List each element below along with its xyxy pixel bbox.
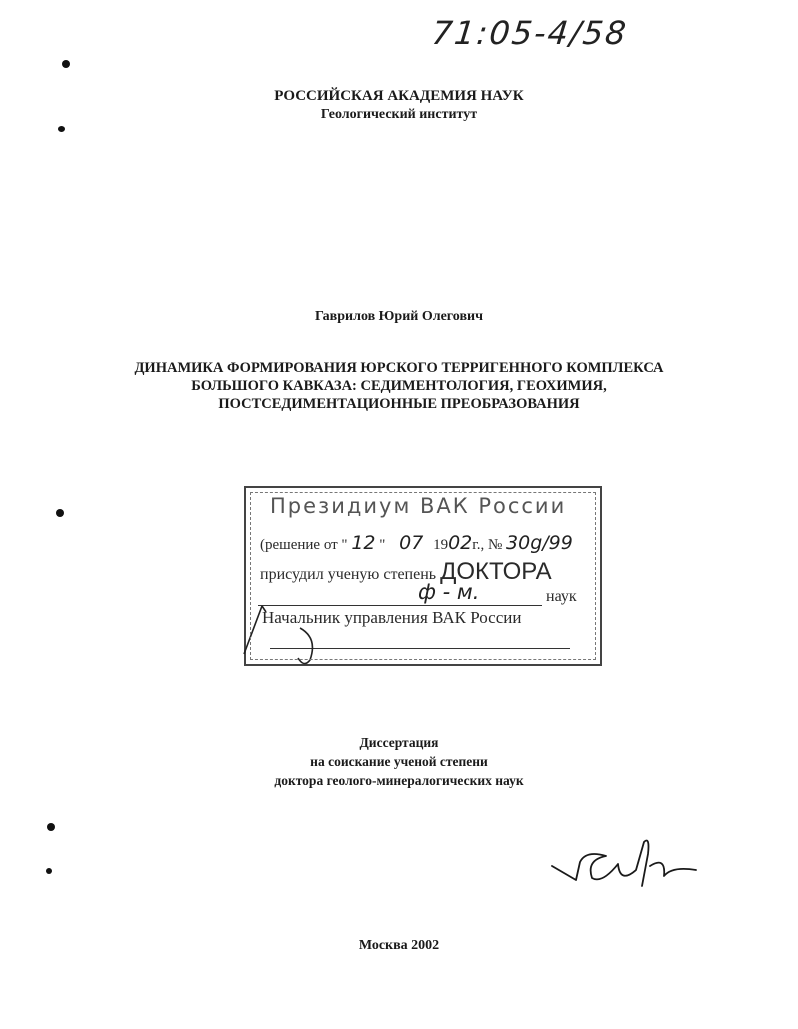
margin-dot	[62, 60, 70, 68]
dissertation-block	[0, 733, 798, 790]
diss-line: доктора геолого-минералогических наук	[274, 773, 524, 788]
diss-line: Диссертация	[359, 735, 439, 750]
decision-number: 30g/99	[506, 532, 573, 554]
margin-dot	[58, 126, 65, 132]
academy-name: РОССИЙСКАЯ АКАДЕМИЯ НАУК	[274, 88, 524, 104]
decision-year: 02	[448, 532, 473, 554]
margin-dot	[56, 509, 64, 517]
stamp-sciences: наук	[546, 588, 577, 605]
author-name: Гаврилов Юрий Олегович	[315, 309, 483, 324]
institute-name: Геологический институт	[320, 107, 478, 122]
stamp-signature-mark	[240, 598, 360, 668]
stamp-title: Президиум ВАК России	[270, 494, 567, 518]
stamp-awarded-line	[260, 558, 552, 586]
stamp-decision-line	[260, 532, 573, 554]
title-line: ДИНАМИКА ФОРМИРОВАНИЯ ЮРСКОГО ТЕРРИГЕННОГО КОМПЛЕКСА	[134, 360, 664, 376]
decision-day: 12	[351, 532, 376, 554]
decision-prefix: (решение от "	[260, 537, 348, 553]
diss-line: на соискание ученой степени	[310, 754, 488, 769]
margin-dot	[46, 868, 52, 874]
stamp-field: ф - м.	[418, 580, 480, 604]
margin-dot	[47, 823, 55, 831]
vak-stamp	[244, 486, 602, 666]
archive-number: 71:05-4/58	[430, 14, 630, 52]
place-year: Москва 2002	[358, 938, 440, 953]
author-signature	[546, 836, 706, 906]
title-line: ПОСТСЕДИМЕНТАЦИОННЫЕ ПРЕОБРАЗОВАНИЯ	[218, 396, 580, 412]
awarded-text: присудил ученую степень	[260, 566, 437, 583]
field-underline	[258, 605, 542, 606]
decision-month: 07	[399, 532, 424, 554]
decision-sep: "	[379, 537, 386, 553]
decision-year-prefix: 19	[433, 537, 449, 553]
degree-text: ДОКТОРА	[440, 558, 552, 585]
stamp-head-title: Начальник управления ВАК России	[262, 608, 522, 627]
signature-underline	[270, 648, 570, 649]
title-line: БОЛЬШОГО КАВКАЗА: СЕДИМЕНТОЛОГИЯ, ГЕОХИМИЯ,	[191, 378, 607, 394]
decision-number-prefix: г., №	[472, 537, 503, 553]
dissertation-title	[0, 359, 798, 413]
